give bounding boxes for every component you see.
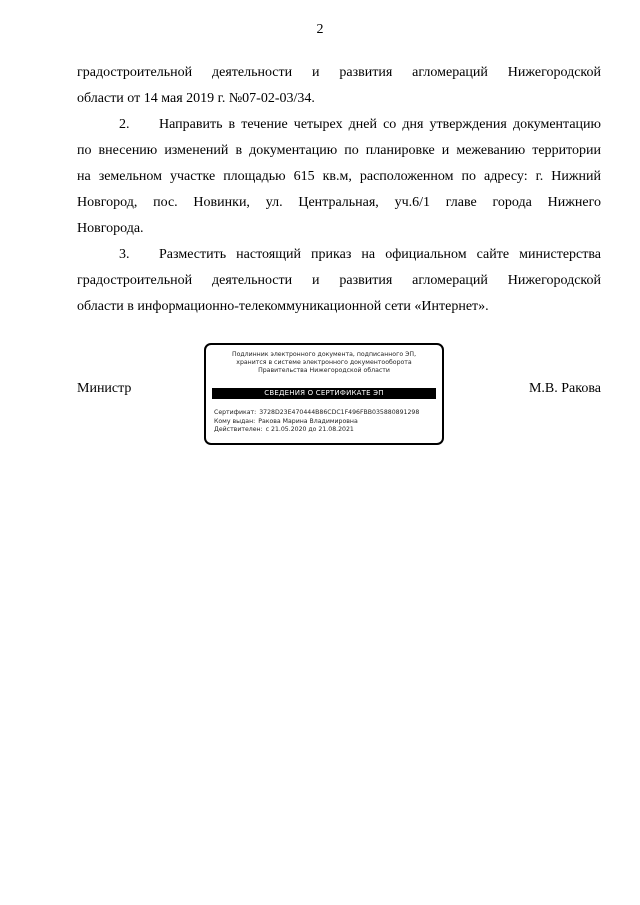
paragraph-2 bbox=[77, 112, 601, 242]
text-line: области в информационно-телекоммуникационной сети «Интернет». bbox=[77, 299, 489, 314]
text-line: Новгорода. bbox=[77, 221, 144, 236]
stamp-header bbox=[206, 351, 442, 375]
stamp-header-line: Правительства Нижегородской области bbox=[258, 367, 390, 374]
signatory-name: М.В. Ракова bbox=[528, 381, 601, 396]
paragraph-continuation bbox=[77, 60, 601, 112]
electronic-signature-stamp bbox=[204, 343, 444, 445]
signature-block bbox=[77, 343, 601, 448]
document-body bbox=[77, 60, 601, 320]
text-line: Новгород, пос. Новинки, ул. Центральная, уч.6/1 главе города Нижнего bbox=[77, 195, 601, 210]
stamp-certificate-bar: СВЕДЕНИЯ О СЕРТИФИКАТЕ ЭП bbox=[212, 388, 436, 399]
stamp-valid-label: Действителен: bbox=[214, 426, 263, 433]
text-line: градостроительной деятельности и развития агломераций Нижегородской bbox=[77, 273, 601, 288]
text-line: градостроительной деятельности и развития агломераций Нижегородской bbox=[77, 65, 601, 80]
text-line: области от 14 мая 2019 г. №07-02-03/34. bbox=[77, 91, 315, 106]
paragraph-3 bbox=[77, 242, 601, 320]
stamp-cert-row bbox=[214, 409, 436, 418]
text-line: 3. Разместить настоящий приказ на официальном сайте министерства bbox=[77, 242, 601, 268]
stamp-issued-row bbox=[214, 418, 436, 427]
stamp-issued-label: Кому выдан: bbox=[214, 417, 256, 425]
stamp-issued-value: Ракова Марина Владимировна bbox=[258, 417, 358, 425]
text-line: 2. Направить в течение четырех дней со дня утверждения документацию bbox=[77, 112, 601, 138]
stamp-cert-label: Сертификат: bbox=[214, 409, 257, 416]
signatory-position: Министр bbox=[77, 381, 132, 396]
paragraph-number: 2. bbox=[119, 117, 130, 132]
stamp-valid-row bbox=[214, 426, 436, 435]
text-line: на земельном участке площадью 615 кв.м, расположенном по адресу: г. Нижний bbox=[77, 169, 601, 184]
page-number: 2 bbox=[316, 22, 324, 37]
stamp-header-line: Подлинник электронного документа, подписанного ЭП, bbox=[231, 351, 417, 358]
stamp-header-line: хранится в системе электронного документооборота bbox=[236, 359, 412, 366]
stamp-cert-value: 3728D23E470444B86CDC1F496FBB035880891298 bbox=[259, 409, 420, 416]
paragraph-number: 3. bbox=[119, 247, 130, 262]
stamp-details bbox=[214, 409, 436, 435]
text-line: по внесению изменений в документацию по планировке и межеванию территории bbox=[77, 143, 601, 158]
stamp-valid-value: с 21.05.2020 до 21.08.2021 bbox=[265, 426, 354, 433]
